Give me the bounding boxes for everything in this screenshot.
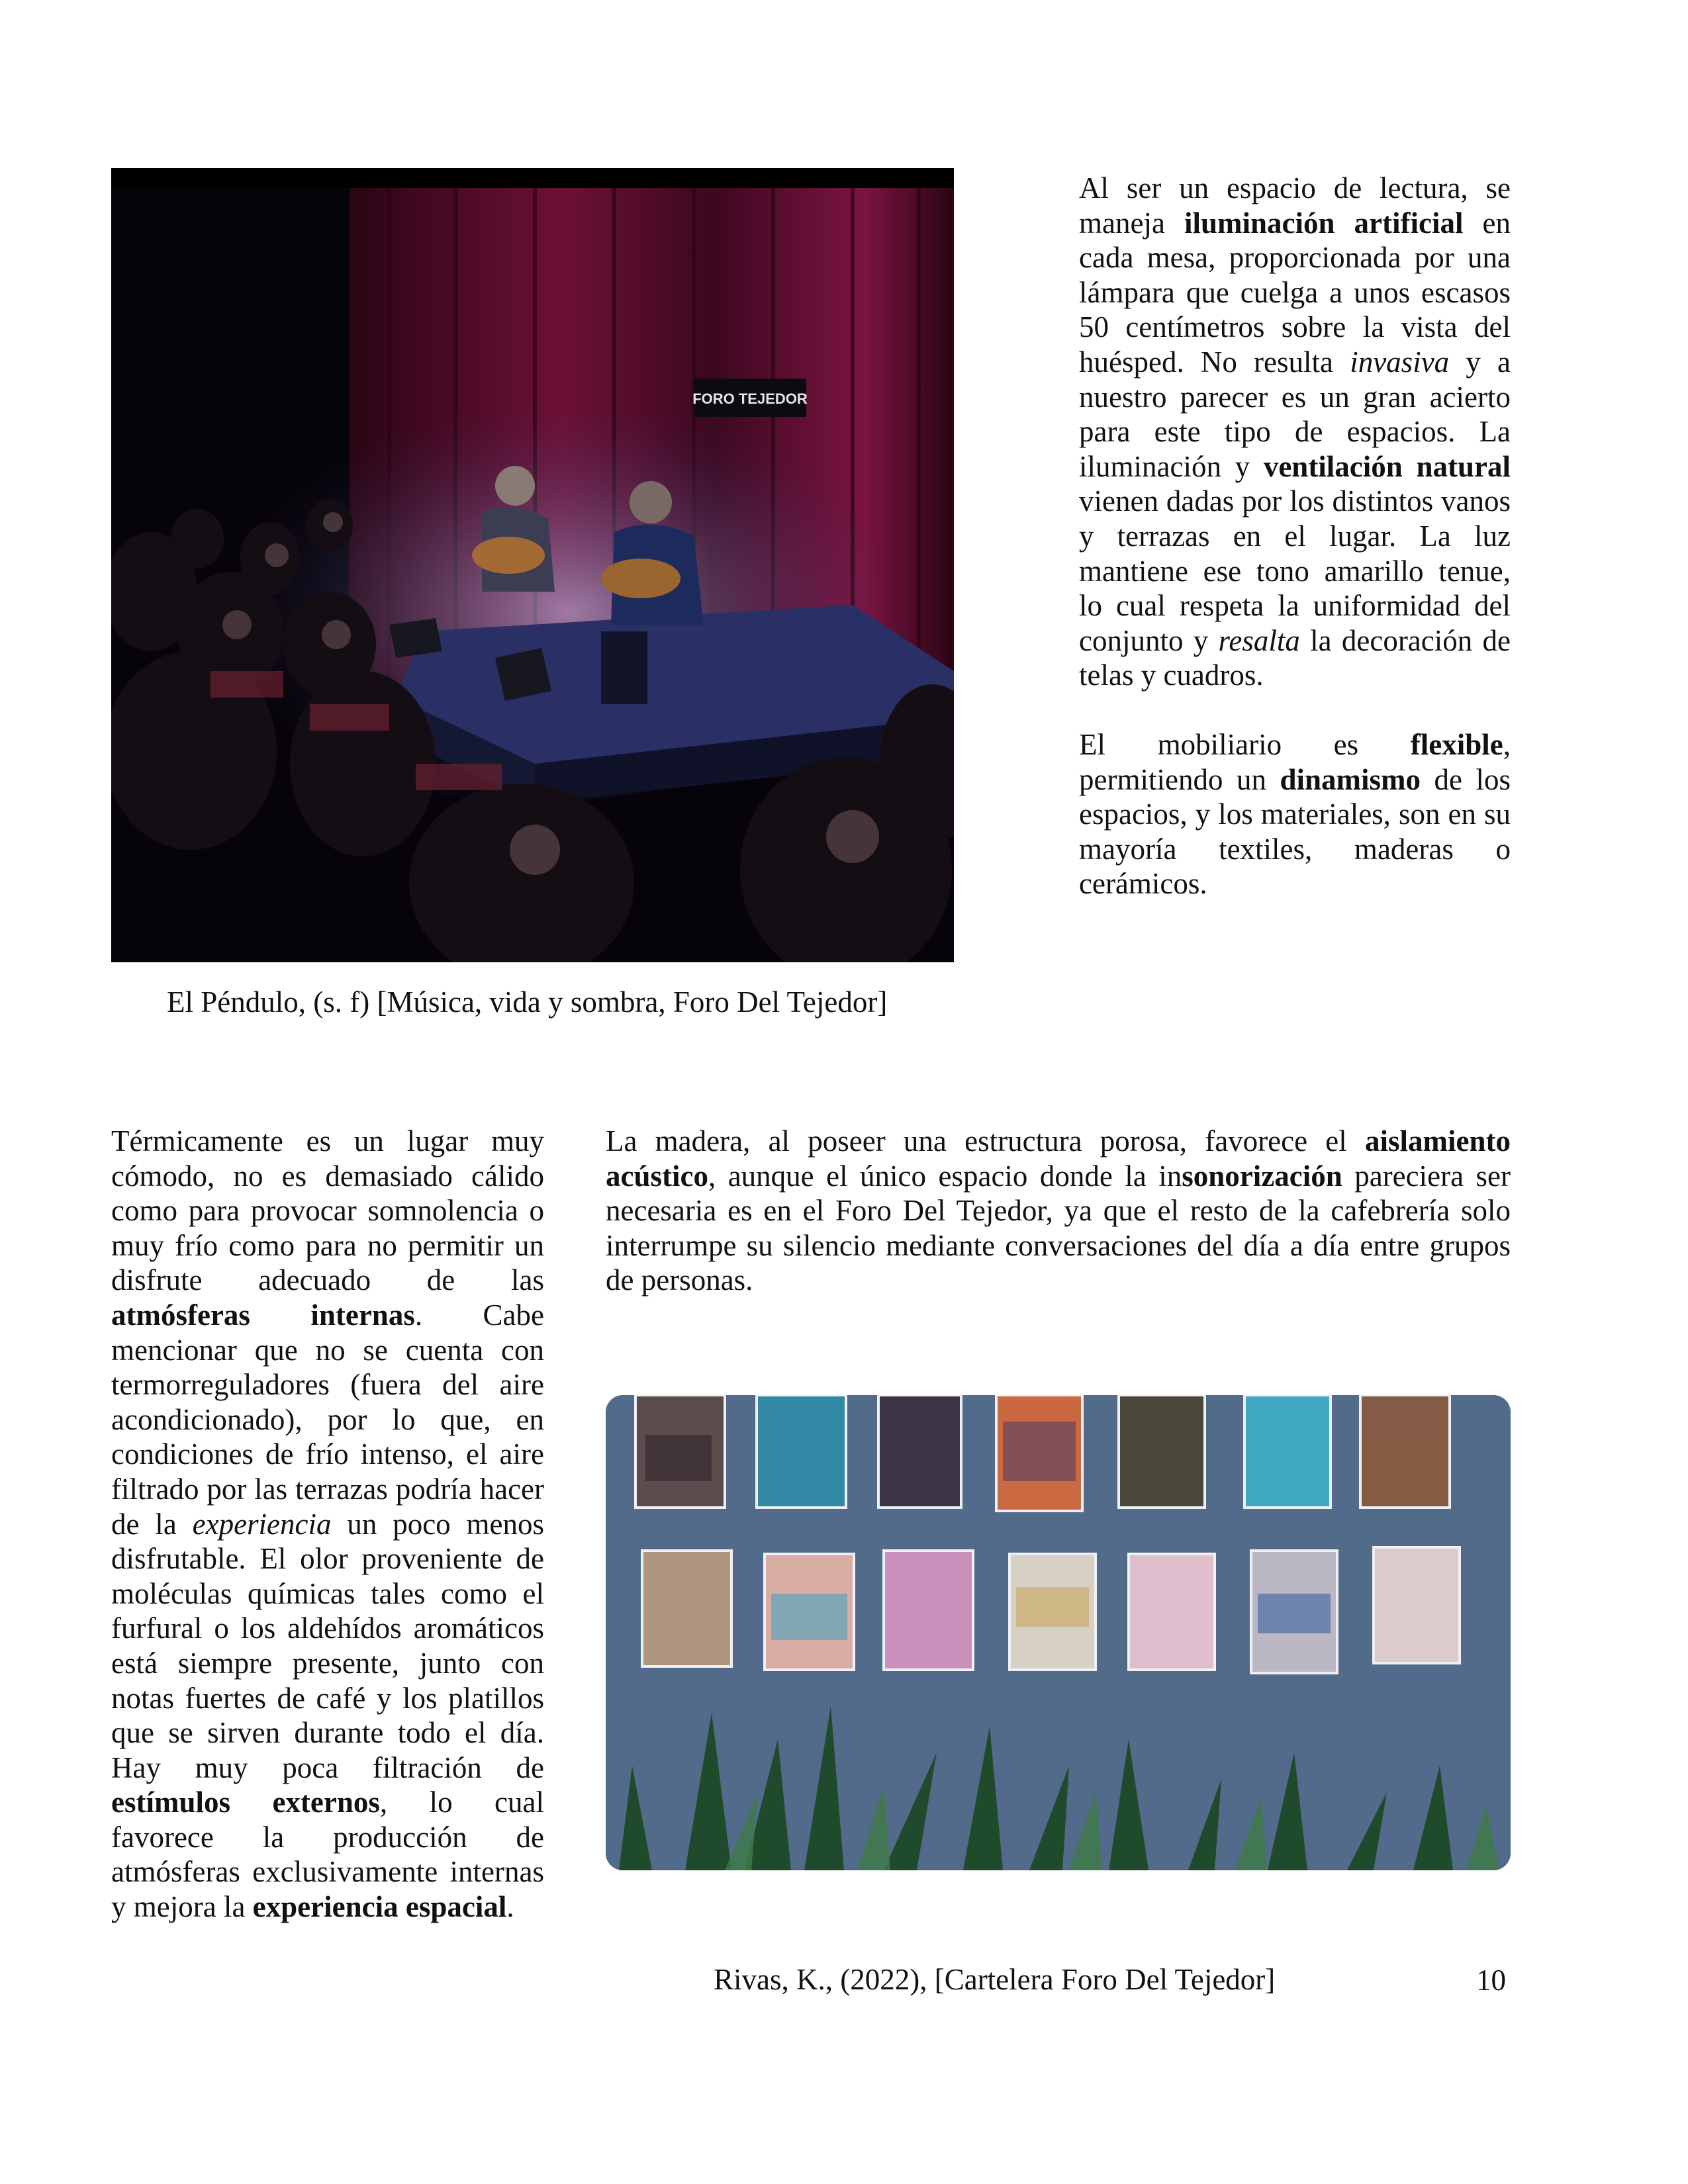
figure-caption: Rivas, K., (2022), [Cartelera Foro Del Tejedor]: [714, 1963, 1276, 1996]
text-column-left: [111, 1124, 544, 1925]
text-column-middle: [606, 1124, 1511, 1298]
paragraph: El mobiliario es flexible, permitiendo un dinamismo de los espacios, y los materiales, son en su mayoría textiles, maderas o cerámicos.: [1079, 727, 1511, 901]
figure-caption: El Péndulo, (s. f) [Música, vida y sombra, Foro Del Tejedor]: [167, 985, 888, 1019]
paragraph: Al ser un espacio de lectura, se maneja iluminación artificial en cada mesa, proporcionada por una lámpara que cuelga a unos escasos 50 centímetros sobre la vista del huésped. No resulta invasiva y a nuestro parecer es un gran acierto para este tipo de espacios. La iluminación y ventilación natural vienen dadas por los distintos vanos y terrazas en el lugar. La luz mantiene ese tono amarillo tenue, lo cual respeta la uniformidad del conjunto y resalta la decoración de telas y cuadros.: [1079, 171, 1511, 692]
text-column-right: [1079, 171, 1511, 901]
foro-sign: [692, 379, 808, 417]
svg-text:FORO TEJEDOR: FORO TEJEDOR: [692, 390, 808, 407]
posters-wall-photo: [606, 1395, 1511, 1870]
paragraph: La madera, al poseer una estructura porosa, favorece el aislamiento acústico, aunque el único espacio donde la insonorización pareciera ser necesaria es en el Foro Del Tejedor, ya que el resto de la cafebrería solo interrumpe su silencio mediante conversaciones del día a día entre grupos de personas.: [606, 1124, 1511, 1297]
page-number: 10: [1476, 1964, 1506, 1997]
paragraph: Térmicamente es un lugar muy cómodo, no es demasiado cálido como para provocar somnolencia o muy frío como para no permitir un disfrute adecuado de las atmósferas internas. Cabe mencionar que no se cuenta con termorreguladores (fuera del aire acondicionado), por lo que, en condiciones de frío intenso, el aire filtrado por las terrazas podría hacer de la experiencia un poco menos disfrutable. El olor proveniente de moléculas químicas tales como el furfural o los aldehídos aromáticos está siempre presente, junto con notas fuertes de café y los platillos que se sirven durante todo el día. Hay muy poca filtración de estímulos externos, lo cual favorece la producción de atmósferas exclusivamente internas y mejora la experiencia espacial.: [111, 1124, 545, 1924]
concert-photo: [111, 168, 954, 962]
